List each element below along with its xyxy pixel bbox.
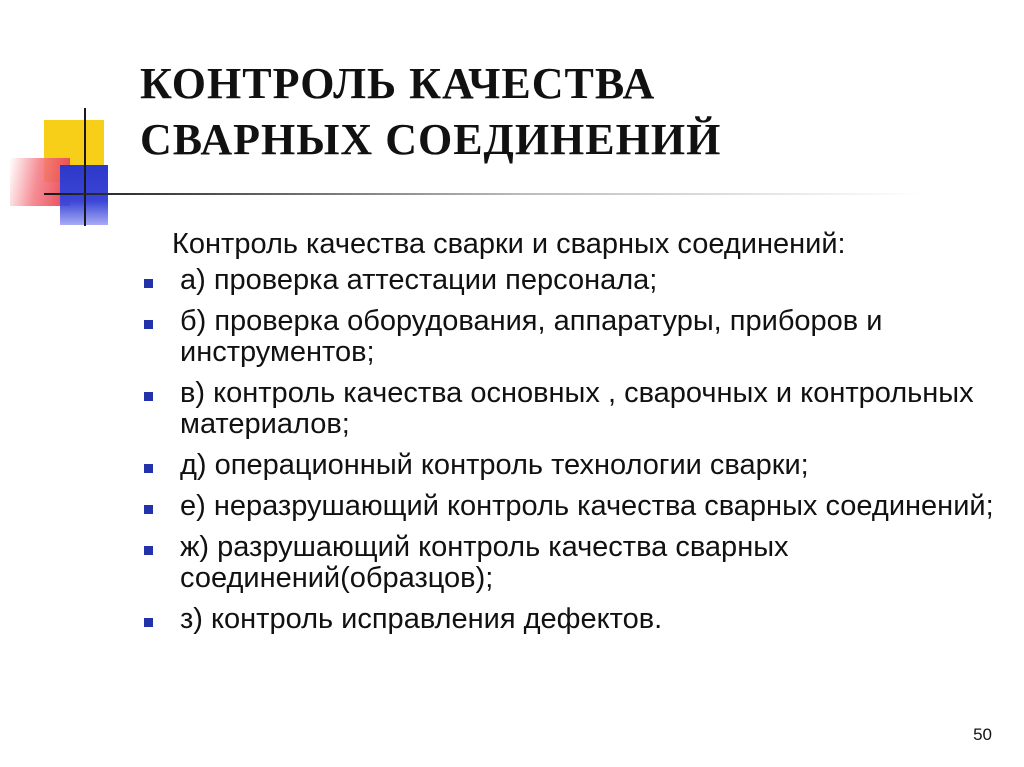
list-item — [142, 306, 1002, 368]
list-item-text: б) проверка оборудования, аппаратуры, приборов и инструментов; — [180, 305, 883, 368]
list-item — [142, 378, 1002, 440]
slide-title-line-2: СВАРНЫХ СОЕДИНЕНИЙ — [140, 115, 722, 164]
square-bullet-icon — [144, 464, 153, 473]
list-item-text: д) операционный контроль технологии сварки; — [180, 449, 809, 481]
square-bullet-icon — [144, 320, 153, 329]
list-item — [142, 604, 1002, 635]
square-bullet-icon — [144, 505, 153, 514]
slide-title — [140, 56, 960, 168]
list-item-text: а) проверка аттестации персонала; — [180, 264, 658, 296]
bullet-list — [142, 265, 1002, 645]
list-item-text: ж) разрушающий контроль качества сварных соединений(образцов); — [180, 531, 789, 594]
list-item — [142, 532, 1002, 594]
list-item-text: в) контроль качества основных , сварочных и контрольных материалов; — [180, 377, 974, 440]
title-underline — [44, 193, 924, 195]
square-bullet-icon — [144, 618, 153, 627]
list-item — [142, 450, 1002, 481]
square-bullet-icon — [144, 546, 153, 555]
list-item-text: е) неразрушающий контроль качества сварных соединений; — [180, 490, 994, 522]
square-bullet-icon — [144, 279, 153, 288]
list-item-text: з) контроль исправления дефектов. — [180, 603, 663, 635]
list-item — [142, 265, 1002, 296]
list-item — [142, 491, 1002, 522]
decorative-vertical-line — [84, 108, 86, 226]
intro-text: Контроль качества сварки и сварных соединений: — [172, 228, 846, 260]
slide-title-line-1: КОНТРОЛЬ КАЧЕСТВА — [140, 59, 656, 108]
page-number: 50 — [973, 725, 992, 744]
square-bullet-icon — [144, 392, 153, 401]
